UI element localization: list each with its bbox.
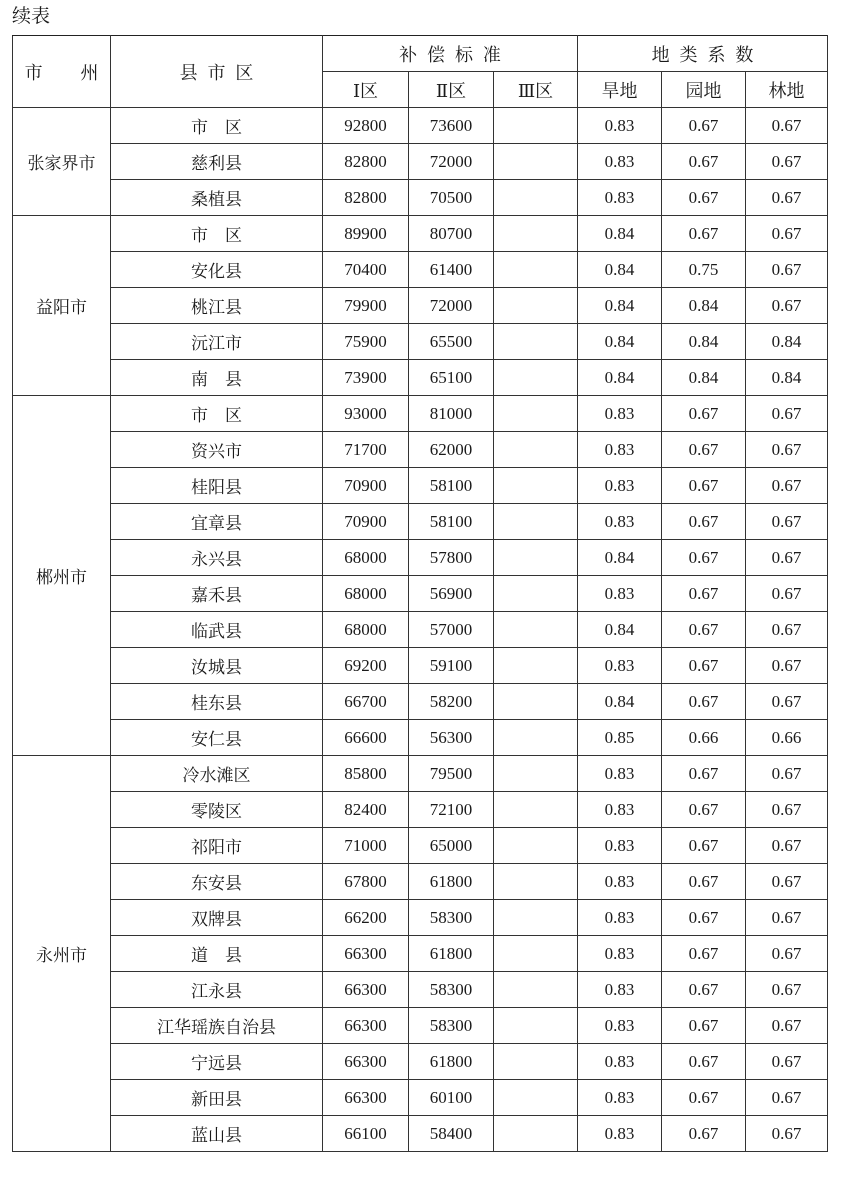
forest-land-factor: 0.84 [746, 360, 828, 396]
zone-1-value: 66300 [323, 1044, 409, 1080]
table-row [13, 720, 828, 756]
table-row [13, 504, 828, 540]
zone-3-value [494, 360, 578, 396]
zone-3-value [494, 972, 578, 1008]
zone-3-value [494, 792, 578, 828]
zone-1-value: 66300 [323, 972, 409, 1008]
dry-land-factor: 0.84 [578, 360, 662, 396]
zone-3-value [494, 864, 578, 900]
zone-1-value: 82800 [323, 180, 409, 216]
zone-3-value [494, 936, 578, 972]
zone-1-value: 73900 [323, 360, 409, 396]
dry-land-factor: 0.83 [578, 756, 662, 792]
table-row [13, 576, 828, 612]
garden-land-factor: 0.67 [662, 648, 746, 684]
zone-2-value: 65000 [409, 828, 494, 864]
zone-3-value [494, 180, 578, 216]
dry-land-factor: 0.83 [578, 828, 662, 864]
dry-land-factor: 0.83 [578, 864, 662, 900]
garden-land-factor: 0.67 [662, 1044, 746, 1080]
dry-land-factor: 0.84 [578, 612, 662, 648]
zone-2-value: 56900 [409, 576, 494, 612]
garden-land-factor: 0.67 [662, 216, 746, 252]
forest-land-factor: 0.67 [746, 1008, 828, 1044]
garden-land-factor: 0.84 [662, 360, 746, 396]
zone-1-value: 70900 [323, 468, 409, 504]
zone-1-value: 66200 [323, 900, 409, 936]
zone-1-value: 79900 [323, 288, 409, 324]
zone-3-value [494, 144, 578, 180]
zone-2-value: 61800 [409, 864, 494, 900]
table-row [13, 144, 828, 180]
garden-land-factor: 0.75 [662, 252, 746, 288]
zone-2-value: 60100 [409, 1080, 494, 1116]
county-cell: 市 区 [111, 216, 323, 252]
county-cell: 宁远县 [111, 1044, 323, 1080]
forest-land-factor: 0.67 [746, 1080, 828, 1116]
zone-3-value [494, 612, 578, 648]
zone-2-value: 80700 [409, 216, 494, 252]
header-forest-land: 林地 [746, 72, 828, 108]
county-cell: 桃江县 [111, 288, 323, 324]
zone-1-value: 82400 [323, 792, 409, 828]
table-row [13, 540, 828, 576]
county-cell: 桂东县 [111, 684, 323, 720]
county-cell: 东安县 [111, 864, 323, 900]
city-cell: 益阳市 [13, 216, 111, 396]
table-row [13, 612, 828, 648]
table-row [13, 972, 828, 1008]
county-cell: 沅江市 [111, 324, 323, 360]
county-cell: 蓝山县 [111, 1116, 323, 1152]
table-row [13, 396, 828, 432]
table-row [13, 324, 828, 360]
dry-land-factor: 0.83 [578, 576, 662, 612]
dry-land-factor: 0.84 [578, 684, 662, 720]
zone-2-value: 56300 [409, 720, 494, 756]
forest-land-factor: 0.67 [746, 540, 828, 576]
forest-land-factor: 0.67 [746, 936, 828, 972]
zone-3-value [494, 108, 578, 144]
forest-land-factor: 0.67 [746, 648, 828, 684]
zone-3-value [494, 576, 578, 612]
forest-land-factor: 0.67 [746, 756, 828, 792]
table-row [13, 936, 828, 972]
garden-land-factor: 0.67 [662, 864, 746, 900]
zone-2-value: 58300 [409, 972, 494, 1008]
forest-land-factor: 0.67 [746, 252, 828, 288]
zone-3-value [494, 504, 578, 540]
forest-land-factor: 0.67 [746, 1116, 828, 1152]
dry-land-factor: 0.83 [578, 1080, 662, 1116]
dry-land-factor: 0.83 [578, 468, 662, 504]
table-row [13, 1116, 828, 1152]
city-cell: 郴州市 [13, 396, 111, 756]
forest-land-factor: 0.84 [746, 324, 828, 360]
zone-2-value: 57000 [409, 612, 494, 648]
table-row [13, 216, 828, 252]
zone-1-value: 82800 [323, 144, 409, 180]
forest-land-factor: 0.67 [746, 864, 828, 900]
zone-2-value: 58200 [409, 684, 494, 720]
dry-land-factor: 0.83 [578, 1044, 662, 1080]
zone-1-value: 66100 [323, 1116, 409, 1152]
table-row [13, 864, 828, 900]
zone-3-value [494, 1080, 578, 1116]
table-body [13, 108, 828, 1152]
garden-land-factor: 0.67 [662, 936, 746, 972]
zone-1-value: 70900 [323, 504, 409, 540]
zone-2-value: 72000 [409, 288, 494, 324]
table-row [13, 1008, 828, 1044]
zone-1-value: 75900 [323, 324, 409, 360]
forest-land-factor: 0.67 [746, 684, 828, 720]
zone-3-value [494, 468, 578, 504]
zone-3-value [494, 288, 578, 324]
garden-land-factor: 0.67 [662, 828, 746, 864]
dry-land-factor: 0.83 [578, 504, 662, 540]
table-row [13, 468, 828, 504]
dry-land-factor: 0.85 [578, 720, 662, 756]
header-county: 县市区 [111, 36, 323, 108]
zone-1-value: 71000 [323, 828, 409, 864]
city-cell: 张家界市 [13, 108, 111, 216]
county-cell: 冷水滩区 [111, 756, 323, 792]
dry-land-factor: 0.84 [578, 540, 662, 576]
zone-2-value: 58400 [409, 1116, 494, 1152]
garden-land-factor: 0.67 [662, 108, 746, 144]
zone-3-value [494, 900, 578, 936]
zone-2-value: 62000 [409, 432, 494, 468]
forest-land-factor: 0.67 [746, 900, 828, 936]
garden-land-factor: 0.67 [662, 540, 746, 576]
dry-land-factor: 0.83 [578, 792, 662, 828]
table-row [13, 900, 828, 936]
table-row [13, 648, 828, 684]
zone-3-value [494, 396, 578, 432]
forest-land-factor: 0.67 [746, 972, 828, 1008]
zone-3-value [494, 432, 578, 468]
county-cell: 临武县 [111, 612, 323, 648]
zone-3-value [494, 252, 578, 288]
zone-2-value: 72000 [409, 144, 494, 180]
header-standard: 补偿标准 [323, 36, 578, 72]
dry-land-factor: 0.83 [578, 972, 662, 1008]
zone-1-value: 71700 [323, 432, 409, 468]
forest-land-factor: 0.67 [746, 576, 828, 612]
forest-land-factor: 0.67 [746, 216, 828, 252]
garden-land-factor: 0.67 [662, 792, 746, 828]
table-header [13, 36, 828, 108]
county-cell: 祁阳市 [111, 828, 323, 864]
zone-2-value: 65100 [409, 360, 494, 396]
garden-land-factor: 0.67 [662, 1008, 746, 1044]
dry-land-factor: 0.83 [578, 648, 662, 684]
zone-3-value [494, 1008, 578, 1044]
zone-1-value: 93000 [323, 396, 409, 432]
header-zone-2: Ⅱ区 [409, 72, 494, 108]
zone-2-value: 73600 [409, 108, 494, 144]
table-row [13, 432, 828, 468]
county-cell: 市 区 [111, 108, 323, 144]
garden-land-factor: 0.67 [662, 756, 746, 792]
zone-2-value: 65500 [409, 324, 494, 360]
garden-land-factor: 0.67 [662, 504, 746, 540]
forest-land-factor: 0.67 [746, 396, 828, 432]
table-row [13, 252, 828, 288]
garden-land-factor: 0.67 [662, 144, 746, 180]
county-cell: 道 县 [111, 936, 323, 972]
zone-1-value: 66300 [323, 1008, 409, 1044]
garden-land-factor: 0.67 [662, 180, 746, 216]
zone-1-value: 69200 [323, 648, 409, 684]
garden-land-factor: 0.67 [662, 396, 746, 432]
zone-3-value [494, 216, 578, 252]
zone-1-value: 85800 [323, 756, 409, 792]
garden-land-factor: 0.84 [662, 324, 746, 360]
county-cell: 汝城县 [111, 648, 323, 684]
dry-land-factor: 0.83 [578, 1116, 662, 1152]
garden-land-factor: 0.66 [662, 720, 746, 756]
garden-land-factor: 0.67 [662, 900, 746, 936]
garden-land-factor: 0.67 [662, 576, 746, 612]
county-cell: 零陵区 [111, 792, 323, 828]
table-row [13, 180, 828, 216]
dry-land-factor: 0.84 [578, 288, 662, 324]
dry-land-factor: 0.84 [578, 216, 662, 252]
forest-land-factor: 0.67 [746, 288, 828, 324]
header-garden-land: 园地 [662, 72, 746, 108]
garden-land-factor: 0.67 [662, 972, 746, 1008]
header-land-factor: 地类系数 [578, 36, 828, 72]
forest-land-factor: 0.67 [746, 612, 828, 648]
header-zone-1: Ⅰ区 [323, 72, 409, 108]
table-caption: 续表 [12, 5, 51, 27]
zone-1-value: 66300 [323, 1080, 409, 1116]
zone-3-value [494, 756, 578, 792]
garden-land-factor: 0.67 [662, 432, 746, 468]
zone-2-value: 61800 [409, 936, 494, 972]
zone-1-value: 68000 [323, 612, 409, 648]
zone-1-value: 67800 [323, 864, 409, 900]
forest-land-factor: 0.67 [746, 792, 828, 828]
forest-land-factor: 0.67 [746, 504, 828, 540]
county-cell: 双牌县 [111, 900, 323, 936]
county-cell: 南 县 [111, 360, 323, 396]
garden-land-factor: 0.84 [662, 288, 746, 324]
zone-1-value: 66300 [323, 936, 409, 972]
header-zone-3: Ⅲ区 [494, 72, 578, 108]
zone-3-value [494, 1044, 578, 1080]
zone-2-value: 58100 [409, 504, 494, 540]
zone-2-value: 58100 [409, 468, 494, 504]
table-row [13, 792, 828, 828]
zone-2-value: 81000 [409, 396, 494, 432]
forest-land-factor: 0.67 [746, 468, 828, 504]
zone-2-value: 58300 [409, 1008, 494, 1044]
zone-1-value: 66600 [323, 720, 409, 756]
forest-land-factor: 0.67 [746, 144, 828, 180]
county-cell: 市 区 [111, 396, 323, 432]
garden-land-factor: 0.67 [662, 612, 746, 648]
garden-land-factor: 0.67 [662, 1116, 746, 1152]
forest-land-factor: 0.67 [746, 432, 828, 468]
dry-land-factor: 0.83 [578, 900, 662, 936]
forest-land-factor: 0.67 [746, 180, 828, 216]
zone-3-value [494, 540, 578, 576]
zone-2-value: 70500 [409, 180, 494, 216]
county-cell: 慈利县 [111, 144, 323, 180]
dry-land-factor: 0.83 [578, 432, 662, 468]
zone-2-value: 57800 [409, 540, 494, 576]
forest-land-factor: 0.67 [746, 108, 828, 144]
county-cell: 资兴市 [111, 432, 323, 468]
zone-2-value: 58300 [409, 900, 494, 936]
dry-land-factor: 0.83 [578, 936, 662, 972]
county-cell: 桂阳县 [111, 468, 323, 504]
dry-land-factor: 0.84 [578, 324, 662, 360]
county-cell: 江华瑶族自治县 [111, 1008, 323, 1044]
header-city: 市 州 [13, 36, 111, 108]
table-row [13, 828, 828, 864]
dry-land-factor: 0.84 [578, 252, 662, 288]
dry-land-factor: 0.83 [578, 396, 662, 432]
table-row [13, 1080, 828, 1116]
table-row [13, 288, 828, 324]
compensation-table [12, 35, 828, 1152]
county-cell: 新田县 [111, 1080, 323, 1116]
zone-1-value: 66700 [323, 684, 409, 720]
city-cell: 永州市 [13, 756, 111, 1152]
zone-2-value: 61400 [409, 252, 494, 288]
zone-3-value [494, 1116, 578, 1152]
dry-land-factor: 0.83 [578, 180, 662, 216]
zone-3-value [494, 648, 578, 684]
garden-land-factor: 0.67 [662, 468, 746, 504]
garden-land-factor: 0.67 [662, 1080, 746, 1116]
table-row [13, 1044, 828, 1080]
zone-3-value [494, 684, 578, 720]
table-row [13, 684, 828, 720]
zone-3-value [494, 828, 578, 864]
county-cell: 安化县 [111, 252, 323, 288]
county-cell: 江永县 [111, 972, 323, 1008]
zone-2-value: 72100 [409, 792, 494, 828]
garden-land-factor: 0.67 [662, 684, 746, 720]
zone-1-value: 70400 [323, 252, 409, 288]
zone-1-value: 92800 [323, 108, 409, 144]
forest-land-factor: 0.67 [746, 1044, 828, 1080]
zone-3-value [494, 324, 578, 360]
dry-land-factor: 0.83 [578, 108, 662, 144]
zone-1-value: 68000 [323, 540, 409, 576]
dry-land-factor: 0.83 [578, 1008, 662, 1044]
forest-land-factor: 0.67 [746, 828, 828, 864]
county-cell: 嘉禾县 [111, 576, 323, 612]
forest-land-factor: 0.66 [746, 720, 828, 756]
county-cell: 安仁县 [111, 720, 323, 756]
county-cell: 桑植县 [111, 180, 323, 216]
zone-2-value: 79500 [409, 756, 494, 792]
table-row [13, 756, 828, 792]
county-cell: 永兴县 [111, 540, 323, 576]
zone-3-value [494, 720, 578, 756]
header-dry-land: 旱地 [578, 72, 662, 108]
zone-2-value: 61800 [409, 1044, 494, 1080]
table-row [13, 108, 828, 144]
zone-1-value: 68000 [323, 576, 409, 612]
zone-2-value: 59100 [409, 648, 494, 684]
dry-land-factor: 0.83 [578, 144, 662, 180]
county-cell: 宜章县 [111, 504, 323, 540]
zone-1-value: 89900 [323, 216, 409, 252]
table-row [13, 360, 828, 396]
